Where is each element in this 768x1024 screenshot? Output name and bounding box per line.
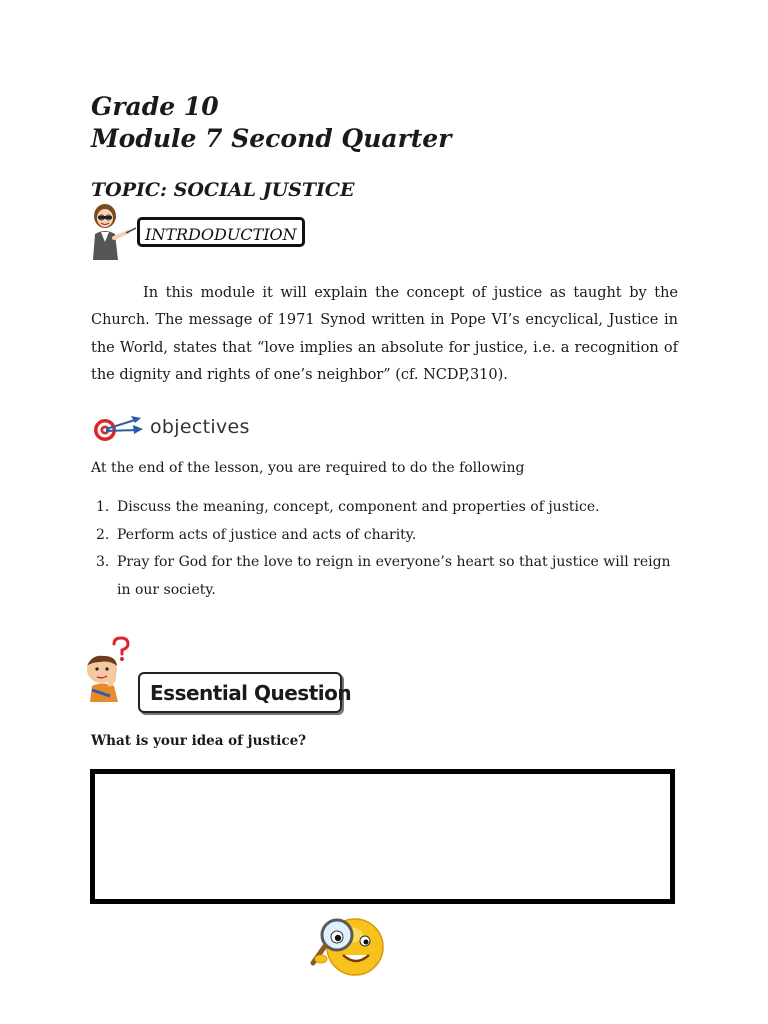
essential-question-label: Essential Question	[150, 681, 352, 705]
teacher-pointing-icon	[88, 202, 138, 260]
list-item-text: Perform acts of justice and acts of charity.	[117, 526, 417, 543]
list-item-text: Pray for God for the love to reign in everyone’s heart so that justice will reign in our society.	[117, 554, 671, 598]
grade-heading: Grade 10	[91, 92, 219, 121]
list-item-number: 2.	[96, 526, 110, 543]
list-item-text: Discuss the meaning, concept, component and properties of justice.	[117, 499, 600, 515]
introduction-paragraph	[91, 280, 678, 389]
objectives-lead: At the end of the lesson, you are required to do the following	[91, 460, 525, 476]
introduction-label: INTRDODUCTION	[145, 225, 297, 244]
list-item	[91, 549, 671, 604]
answer-box[interactable]	[90, 769, 675, 904]
target-darts-icon	[91, 412, 145, 442]
objectives-title: objectives	[150, 416, 250, 438]
magnifying-glass-smiley-icon	[307, 911, 389, 979]
module-heading: Module 7 Second Quarter	[91, 124, 452, 153]
essential-question-text: What is your idea of justice?	[91, 733, 307, 749]
topic-heading: TOPIC: SOCIAL JUSTICE	[91, 179, 355, 201]
list-item-number: 3.	[96, 554, 110, 570]
list-item	[91, 522, 671, 550]
objectives-list	[91, 494, 671, 604]
thinking-boy-question-icon	[80, 636, 142, 702]
introduction-paragraph-text: In this module it will explain the concept of justice as taught by the Church. The message of 1971 Synod written in Pope VI’s encyclical, Justice in the World, states that “love implies an absolute for justice, i.e. a recognition of the dignity and rights of one’s neighbor” (cf. NCDP,310).	[91, 285, 678, 383]
list-item	[91, 494, 671, 522]
list-item-number: 1.	[96, 499, 110, 515]
